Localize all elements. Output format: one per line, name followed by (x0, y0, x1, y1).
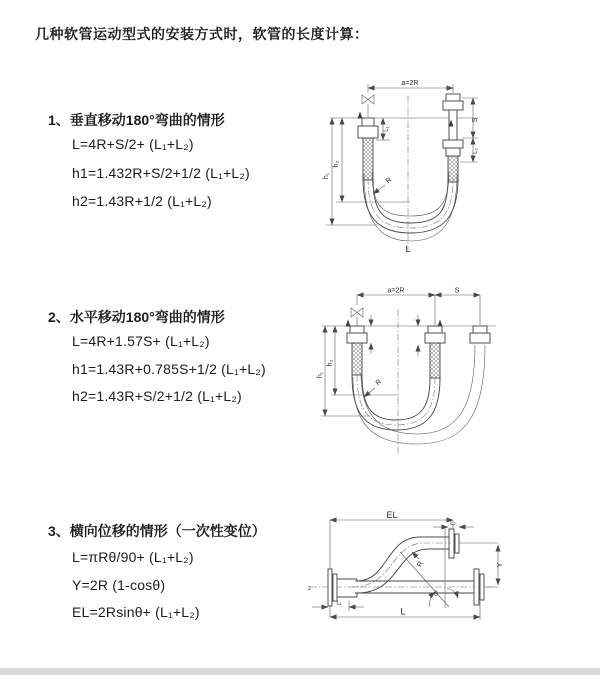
dim-label-a2r: a=2R (387, 287, 405, 295)
section-1-formula-l: L=4R+S/2+ (L₁+L₂) (72, 136, 194, 152)
hose-centerline (357, 375, 435, 425)
section-2-heading: 2、水平移动180°弯曲的情形 (48, 309, 225, 325)
displaced-flange (449, 529, 454, 558)
section-2-formula-l: L=4R+1.57S+ (L₁+L₂) (72, 333, 210, 349)
radius-label: R (416, 560, 425, 569)
angle-label: θ (434, 591, 438, 598)
section-3-formula-l: L=πRθ/90+ (L₁+L₂) (72, 549, 194, 565)
fixed-flange (328, 569, 332, 606)
dim-label-s: S (454, 287, 460, 295)
movement-arrow-left (346, 320, 351, 327)
dim-label-a2r: a=2R (401, 80, 419, 87)
left-flange (350, 326, 364, 333)
left-braided-hose (363, 138, 373, 180)
dim-label-l2: L₂ (450, 520, 456, 527)
left-flange (362, 118, 374, 126)
hose-position2-inner (361, 345, 475, 434)
section-3-heading: 3、横向位移的情形（一次性变位） (48, 523, 266, 539)
original-position-flange (474, 569, 479, 605)
section-2-formula-h1: h1=1.43R+0.785S+1/2 (L₁+L₂) (72, 361, 266, 377)
centerline-break-mark: z (308, 586, 311, 592)
length-label: L (405, 244, 411, 254)
section-2-formula-h2: h2=1.43R+S/2+1/2 (L₁+L₂) (72, 388, 242, 404)
diagram-horizontal-180-bend (314, 283, 598, 463)
left-braided-hose (352, 343, 362, 375)
section-3-formula-el: EL=2Rsinθ+ (L₁+L₂) (72, 604, 200, 620)
movement-arrow-middle (438, 320, 443, 327)
radius-label: R (374, 378, 384, 388)
valve-icon (362, 95, 374, 104)
dim-label-h2: h₂ (333, 160, 340, 168)
radius-label: R (384, 176, 394, 186)
dim-label-el: EL (386, 510, 398, 520)
valve-icon (351, 308, 363, 317)
hose-centerline (368, 178, 453, 228)
section-1-heading: 1、垂直移动180°弯曲的情形 (48, 112, 225, 128)
dim-label-h2: h₂ (327, 359, 334, 367)
scan-edge-strip (0, 668, 600, 675)
hose-position2-inner (372, 172, 449, 216)
diagram-lateral-displacement (302, 508, 508, 648)
dim-label-h1: h₁ (323, 172, 330, 180)
section-1-formula-h2: h2=1.43R+1/2 (L₁+L₂) (72, 193, 212, 209)
right-flange-moved-position (473, 326, 487, 333)
dim-label-l1: L₁ (384, 126, 390, 132)
dim-label-l: L (400, 606, 406, 617)
hose-inner-wall (362, 375, 430, 420)
right-flange-lower-position (443, 140, 463, 148)
diagram-vertical-180-bend (310, 72, 490, 257)
middle-flange (428, 326, 442, 333)
dim-label-s: S (472, 117, 479, 123)
dim-label-y: Y (497, 562, 504, 568)
hose-top-wall (357, 537, 449, 581)
section-3-formula-y: Y=2R (1-cosθ) (72, 577, 166, 593)
construction-radius-line (400, 552, 449, 607)
dim-label-h1: h₁ (317, 371, 324, 379)
page-title: 几种软管运动型式的安装方式时，软管的长度计算： (35, 26, 369, 42)
middle-braided-hose (430, 343, 440, 378)
dim-label-l1: L₁ (336, 600, 342, 607)
section-1-formula-h1: h1=1.432R+S/2+1/2 (L₁+L₂) (72, 165, 250, 181)
movement-arrow-left (358, 112, 363, 119)
hose-position2-outer (353, 345, 485, 444)
right-flange-upper-position (446, 94, 460, 101)
dim-label-l2: L₂ (473, 148, 479, 154)
